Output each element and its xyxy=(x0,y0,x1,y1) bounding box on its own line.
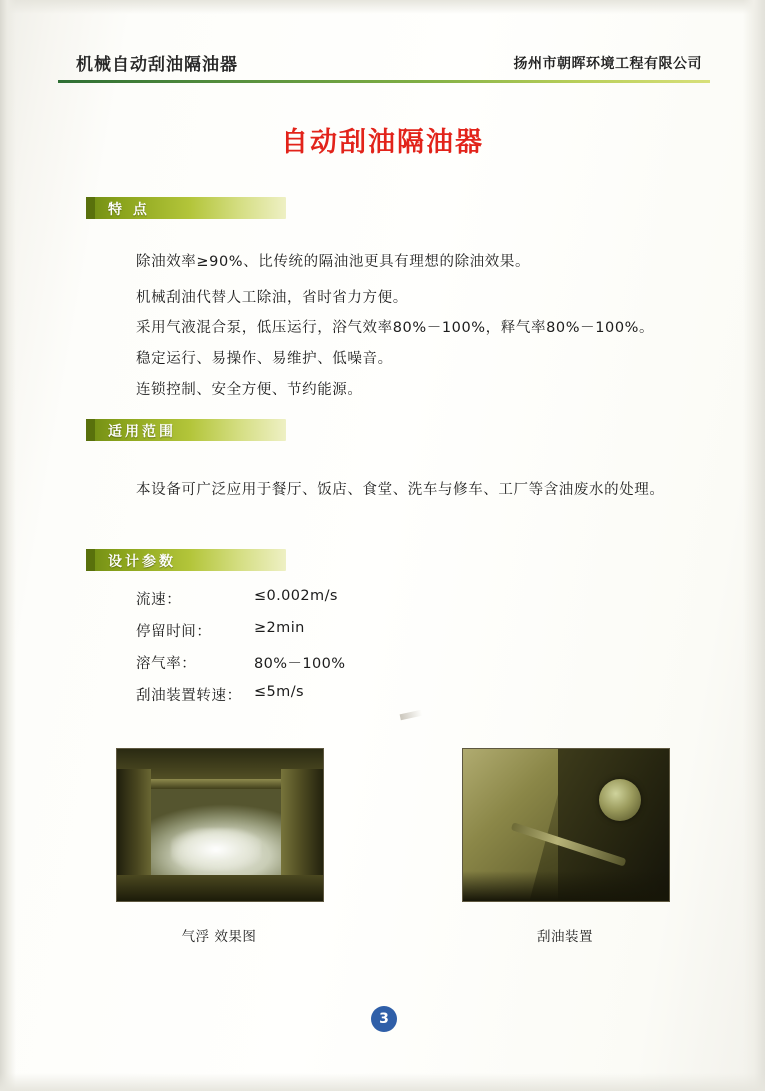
section-banner-features-label: 特 点 xyxy=(108,202,150,218)
scan-edge-right xyxy=(743,0,765,1091)
param-value: 80%－100% xyxy=(254,656,346,672)
figure-caption: 刮油装置 xyxy=(537,929,593,945)
param-value: ≥2min xyxy=(254,620,305,636)
param-name: 停留时间： xyxy=(136,624,212,640)
banner-tab-icon xyxy=(86,549,95,571)
param-name: 刮油装置转速： xyxy=(136,688,242,704)
banner-tab-icon xyxy=(86,419,95,441)
page-number-badge: 3 xyxy=(371,1006,397,1032)
design-parameters-table xyxy=(136,588,556,716)
header-company-name: 扬州市朝晖环境工程有限公司 xyxy=(513,56,702,72)
scan-edge-left xyxy=(0,0,16,1091)
figure-image-flotation xyxy=(116,748,324,902)
param-value: ≤0.002m/s xyxy=(254,588,338,604)
figure-image-scraper xyxy=(462,748,670,902)
section-banner-params xyxy=(86,549,286,571)
photo-cross-bar xyxy=(142,779,299,789)
param-value: ≤5m/s xyxy=(254,684,304,700)
param-name: 流速： xyxy=(136,592,182,608)
feature-line: 采用气液混合泵，低压运行，浴气效率80%－100%，释气率80%－100%。 xyxy=(136,320,655,336)
table-row xyxy=(136,620,556,652)
table-row xyxy=(136,652,556,684)
figure-caption: 气浮 效果图 xyxy=(181,929,257,945)
photo-bottom-edge xyxy=(117,875,323,901)
photo-bottom-edge xyxy=(463,871,669,901)
table-row xyxy=(136,684,556,716)
section-banner-params-label: 设计参数 xyxy=(108,554,176,570)
scan-edge-bottom xyxy=(0,1073,765,1091)
scan-edge-top xyxy=(0,0,765,14)
feature-line: 除油效率≥90%、比传统的隔油池更具有理想的除油效果。 xyxy=(136,254,531,270)
feature-line: 机械刮油代替人工除油，省时省力方便。 xyxy=(136,290,408,306)
page-header xyxy=(58,50,710,86)
feature-line: 稳定运行、易操作、易维护、低噪音。 xyxy=(136,351,393,367)
feature-line: 连锁控制、安全方便、节约能源。 xyxy=(136,382,363,398)
table-row xyxy=(136,588,556,620)
banner-tab-icon xyxy=(86,197,95,219)
header-product-name: 机械自动刮油隔油器 xyxy=(76,55,238,75)
photo-foam-area xyxy=(171,828,262,871)
header-divider xyxy=(58,80,710,83)
section-banner-features xyxy=(86,197,286,219)
page-title: 自动刮油隔油器 xyxy=(281,127,484,158)
section-banner-scope xyxy=(86,419,286,441)
scope-paragraph: 本设备可广泛应用于餐厅、饭店、食堂、洗车与修车、工厂等含油废水的处理。 xyxy=(136,482,665,498)
section-banner-scope-label: 适用范围 xyxy=(108,424,176,440)
param-name: 溶气率： xyxy=(136,656,197,672)
